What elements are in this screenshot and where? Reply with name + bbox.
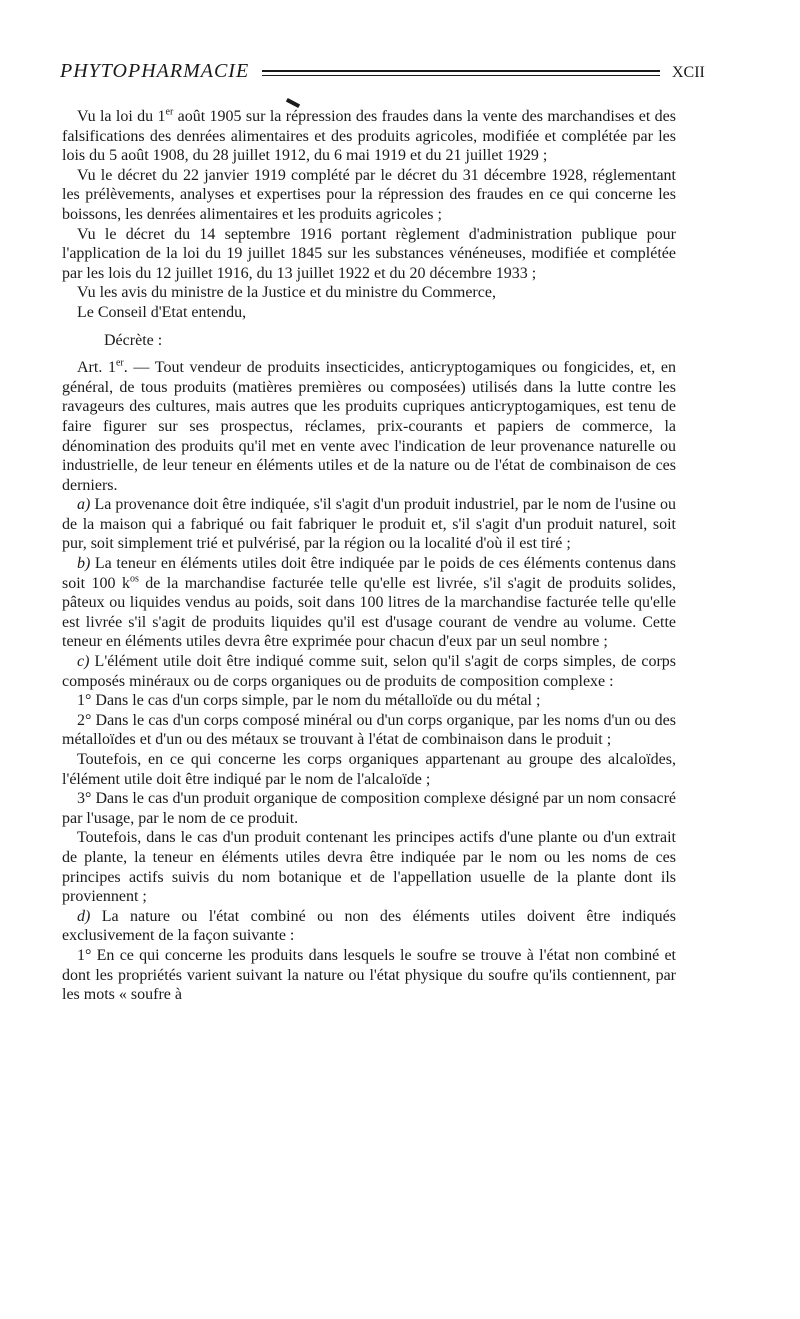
item-c-1: 1° Dans le cas d'un corps simple, par le nom du métalloïde ou du métal ; bbox=[77, 692, 541, 710]
paragraph-d-nature: d) La nature ou l'état combiné ou non des éléments utiles doivent être indiqués exclusivement de la façon suivante : bbox=[62, 907, 676, 945]
decrete-heading: Décrète : bbox=[104, 331, 163, 349]
item-c-2-toutefois: Toutefois, en ce qui concerne les corps organiques appartenant au groupe des alcaloïdes, l'élément utile doit être indiqué par le nom de l'alcaloïde ; bbox=[62, 751, 676, 788]
paragraph-a-provenance: a) La provenance doit être indiquée, s'il s'agit d'un produit industriel, par le nom de l'usine ou de la maison qui a fabriqué ou fait fabriquer le produit et, s'il s'agit d'un produit naturel, soit pur, soit simplement trié et pulvérisé, par la région ou la localité d'où il est tiré ; bbox=[62, 496, 676, 553]
header-rule bbox=[262, 68, 660, 80]
paragraph-avis-ministres: Vu les avis du ministre de la Justice et du ministre du Commerce, bbox=[77, 284, 496, 302]
article-1: Art. 1er. — Tout vendeur de produits insecticides, anticryptogamiques ou fongicides, et, en général, de tous produits (matières premières ou composées) utilisés dans la lutte contre les ravageurs des cultures, mais autres que les produits cupriques anticryptogamiques, est tenu de faire figurer sur ses prospectus, réclames, prix-courants et papiers de commerce, la dénomination des produits qu'il met en vente avec l'indication de leur provenance naturelle ou industrielle, de leur teneur en éléments utiles et de la nature ou de l'état de combinaison de ces derniers. bbox=[62, 357, 676, 494]
paragraph-decret-1916: Vu le décret du 14 septembre 1916 portant règlement d'administration publique pour l'application de la loi du 19 juillet 1845 sur les substances vénéneuses, modifiée et complétée par les lois du 12 juillet 1916, du 13 juillet 1922 et du 20 décembre 1933 ; bbox=[62, 225, 676, 282]
paragraph-c-element-utile: c) L'élément utile doit être indiqué comme suit, selon qu'il s'agit de corps simples, de corps composés minéraux ou de corps organiques ou de produits de composition complexe : bbox=[62, 653, 676, 690]
item-c-3: 3° Dans le cas d'un produit organique de composition complexe désigné par un nom consacré par l'usage, par le nom de ce produit. bbox=[62, 790, 676, 827]
item-c-2: 2° Dans le cas d'un corps composé minéral ou d'un corps organique, par les noms d'un ou des métalloïdes et d'un ou des métaux se trouvant à l'état de combinaison dans le produit ; bbox=[62, 711, 676, 749]
paragraph-decret-1919: Vu le décret du 22 janvier 1919 complété par le décret du 31 décembre 1928, réglementant les prélèvements, analyses et expertises pour la répression des fraudes en ce qui concerne les boissons, les denrées alimentaires et les produits agricoles ; bbox=[62, 166, 676, 223]
page-number: XCII bbox=[672, 64, 705, 81]
item-d-1: 1° En ce qui concerne les produits dans lesquels le soufre se trouve à l'état non combiné et dont les propriétés varient suivant la nature ou l'état physique du soufre qu'ils contiennent, par les mots « soufre à bbox=[62, 946, 676, 1004]
item-c-3-toutefois: Toutefois, dans le cas d'un produit contenant les principes actifs d'une plante ou d'un extrait de plante, la teneur en éléments utiles devra être indiquée par le nom ou les noms de ces principes actifs suivis du nom botanique et de l'appellation usuelle de la plante dont ils proviennent ; bbox=[62, 829, 676, 906]
running-title: PHYTOPHARMACIE bbox=[60, 60, 250, 82]
paragraph-loi-1905: Vu la loi du 1er août 1905 sur la répression des fraudes dans la vente des marchandises et des falsifications des denrées alimentaires et des produits agricoles, modifiée et complétée par les lois du 5 août 1908, du 28 juillet 1912, du 6 mai 1919 et du 21 juillet 1929 ; bbox=[62, 106, 677, 165]
paragraph-b-teneur: b) La teneur en éléments utiles doit être indiquée par le poids de ces éléments contenus dans soit 100 $k^{os}$ de la marchandise facturée telle qu'elle est livrée, s'il s'agit de produits solides, pâteux ou liquides vendus au poids, soit dans 100 litres de la marchandise facturée telle qu'elle est livrée s'il s'agit de produits liquides qu'il est d'usage courant de vendre au volume. Cette teneur en éléments utiles devra être exprimée pour chacun d'eux par un seul nombre ; bbox=[62, 555, 677, 651]
paragraph-conseil-etat: Le Conseil d'Etat entendu, bbox=[77, 303, 247, 321]
body-text bbox=[62, 107, 676, 1005]
running-header bbox=[60, 60, 705, 90]
